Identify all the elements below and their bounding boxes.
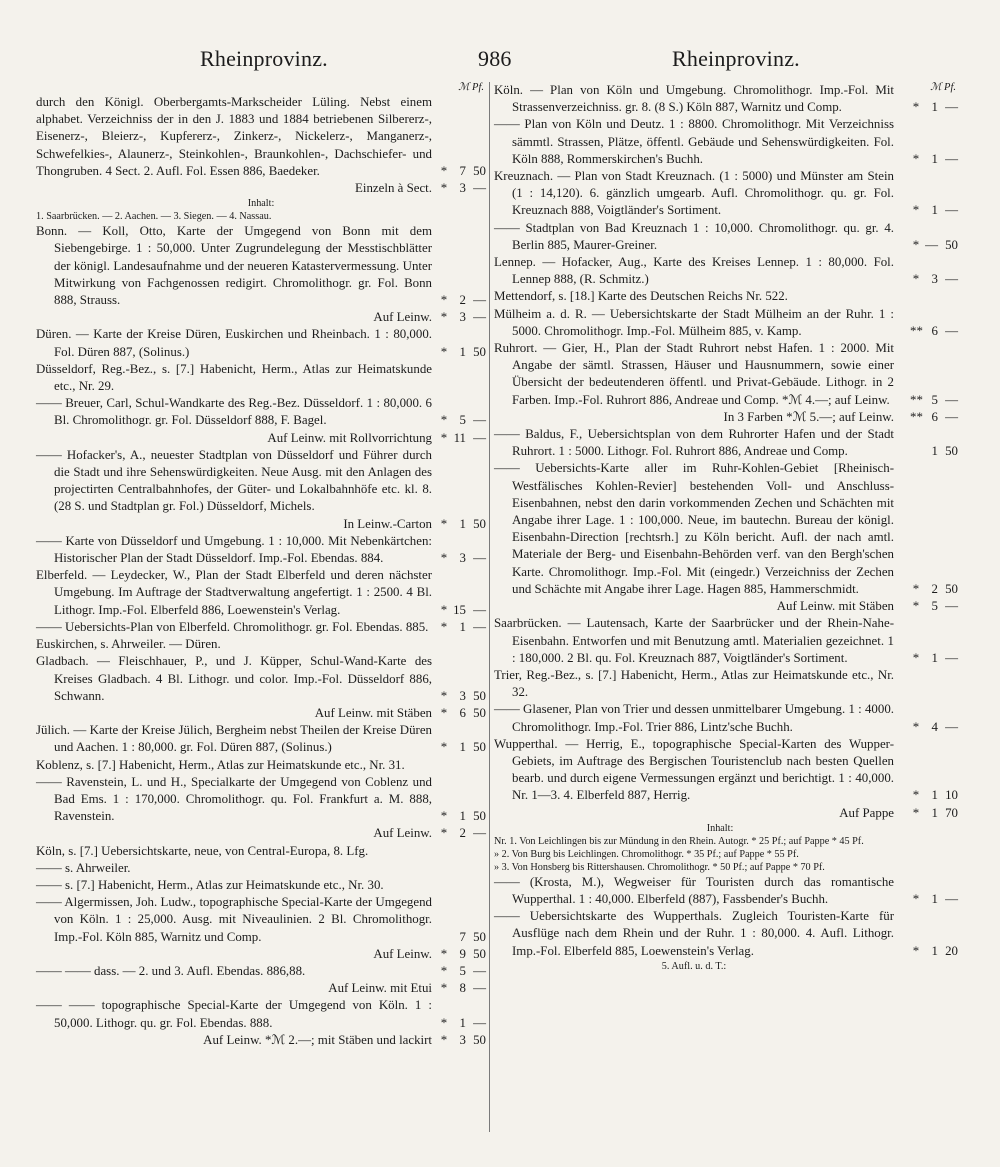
entry-text: Kreuznach. — Plan von Stadt Kreuznach. (1 : 5000) und Münster am Stein (1 : 14,120). 6. gänzlich umgearb. Aufl. Chromolithogr. qu. gr. Fol. Kreuznach 888, Voigtländer's Sortiment. xyxy=(494,169,894,218)
running-head-left: Rheinprovinz. xyxy=(200,46,328,71)
price-pfennig: 50 xyxy=(473,705,486,720)
entry-price xyxy=(894,323,958,340)
catalog-entry xyxy=(36,980,486,997)
catalog-entry xyxy=(494,288,946,305)
price-pfennig: 50 xyxy=(473,1032,486,1047)
entry-text: Auf Leinw. xyxy=(373,310,432,325)
catalog-entry xyxy=(36,309,486,326)
price-star: * xyxy=(440,344,448,359)
catalog-entry xyxy=(36,94,486,180)
price-pfennig: — xyxy=(473,181,486,196)
price-star xyxy=(438,929,450,946)
entry-text: Euskirchen, s. Ahrweiler. — Düren. xyxy=(36,637,221,652)
entry-price xyxy=(432,825,486,842)
entry-text: Trier, Reg.-Bez., s. [7.] Habenicht, Herm., Atlas zur Heimatskunde etc., Nr. 32. xyxy=(494,667,894,700)
price-mark: 1 xyxy=(931,100,938,115)
entry-price xyxy=(432,619,486,636)
price-pfennig: 50 xyxy=(473,929,486,944)
price-star: * xyxy=(912,943,920,958)
price-star: * xyxy=(440,826,448,841)
catalog-entry xyxy=(494,460,958,598)
catalog-entry xyxy=(36,361,486,395)
price-pfennig: — xyxy=(945,891,958,906)
price-mark: 5 xyxy=(931,599,938,614)
entry-text: In 3 Farben *ℳ 5.—; auf Leinw. xyxy=(723,409,894,424)
price-star: * xyxy=(440,516,448,531)
entry-price xyxy=(894,805,958,822)
price-mark: — xyxy=(925,237,938,252)
contents-heading: Inhalt: xyxy=(706,822,734,834)
entry-text: —— Uebersichts-Karte aller im Ruhr-Kohlen-Gebiet [Rheinisch-Westfälisches Kohlen-Revier] bestehenden Voll- und Anschluss-Eisenbahnen, nebst den darin vorkommenden Zechen und Schächten mit Angabe ihrer Lage. 1 : 100,000. Neue, im bautechn. Bureau der königl. Eisenbahn-Direction [rechtsrh.] zu Köln bericht. Aufl. der nach amtl. Materiale der Berg- und Eisenbahn-Behörden verf. van den Bergh'schen Karte. Chromolithogr. Imp.-Fol. Mit (eingedr.) Verzeichniss der Zechen und Schächte mit Angabe ihrer Lage. Hagen 885, Hammerschmidt. xyxy=(494,461,894,596)
entry-text: —— Uebersichts-Plan von Elberfeld. Chromolithogr. gr. Fol. Ebendas. 885. xyxy=(36,619,429,634)
entry-price xyxy=(432,739,486,756)
price-star: * xyxy=(440,946,448,961)
catalog-entry xyxy=(36,997,486,1031)
catalog-entry xyxy=(36,180,486,197)
price-star xyxy=(910,443,922,460)
catalog-entry xyxy=(36,653,486,705)
entry-text: —— Plan von Köln und Deutz. 1 : 8800. Chromolithogr. Mit Verzeichniss sämmtl. Strassen, Plätze, öffentl. Gebäude und Sehenswürdigkeiten. Fol. Köln 888, Rommerskirchen's Buchh. xyxy=(494,117,894,166)
catalog-entry xyxy=(36,516,486,533)
price-pfennig: — xyxy=(473,981,486,996)
catalog-entry xyxy=(36,860,486,877)
catalog-entry xyxy=(36,326,486,360)
catalog-entry xyxy=(494,306,958,340)
price-star: * xyxy=(440,1015,448,1030)
catalog-entry xyxy=(36,825,486,842)
entry-text: —— Ravenstein, L. und H., Specialkarte der Umgegend von Coblenz und Bad Ems. 1 : 170,000. Chromolithogr. qu. Fol. Frankfurt a. M. 888, Ravenstein. xyxy=(36,774,432,824)
entry-price xyxy=(894,202,958,219)
price-star: * xyxy=(440,981,448,996)
entry-text: Auf Leinw. mit Rollvorrichtung xyxy=(267,430,432,445)
entry-price xyxy=(432,430,486,447)
price-mark: 7 xyxy=(459,929,466,944)
price-pfennig: — xyxy=(473,430,486,445)
catalog-entry xyxy=(494,598,958,615)
entry-price xyxy=(894,443,958,460)
price-mark: 3 xyxy=(459,181,466,196)
entry-price xyxy=(432,1032,486,1049)
entry-text: 5. Aufl. u. d. T.: xyxy=(661,960,727,972)
entry-text: Koblenz, s. [7.] Habenicht, Herm., Atlas zur Heimatskunde etc., Nr. 31. xyxy=(36,757,405,772)
entry-price xyxy=(894,581,958,598)
entry-text: Auf Pappe xyxy=(839,805,894,820)
entry-price xyxy=(432,946,486,963)
price-pfennig: — xyxy=(473,826,486,841)
price-mark: 1 xyxy=(931,788,938,803)
price-mark: 6 xyxy=(931,409,938,424)
catalog-entry xyxy=(494,960,946,973)
price-star: * xyxy=(440,688,448,703)
entry-price xyxy=(894,271,958,288)
entry-price xyxy=(432,808,486,825)
entry-text: Köln. — Plan von Köln und Umgebung. Chromolithogr. Imp.-Fol. Mit Strassenverzeichniss. gr. 8. (8 S.) Köln 887, Warnitz und Comp. xyxy=(494,83,894,115)
price-pfennig: — xyxy=(473,1015,486,1030)
price-pfennig: — xyxy=(945,151,958,166)
price-star: * xyxy=(440,413,448,428)
page-number: 986 xyxy=(478,46,512,71)
entry-text: Jülich. — Karte der Kreise Jülich, Bergheim nebst Theilen der Kreise Düren und Aachen. 1 : 80,000. gr. Fol. Düren 887, (Solinus.) xyxy=(36,723,432,755)
price-pfennig: 10 xyxy=(945,788,958,803)
catalog-entry xyxy=(36,567,486,619)
catalog-entry xyxy=(494,116,958,168)
running-head-right: Rheinprovinz. xyxy=(672,46,800,71)
price-pfennig: — xyxy=(473,619,486,634)
entry-price xyxy=(432,309,486,326)
entry-price xyxy=(432,705,486,722)
catalog-entry xyxy=(36,619,486,636)
price-mark: 11 xyxy=(453,430,466,445)
price-mark: 1 xyxy=(459,1015,466,1030)
catalog-entry xyxy=(494,874,958,908)
entry-price xyxy=(432,963,486,980)
catalog-entry xyxy=(36,636,486,653)
catalog-entry xyxy=(36,210,486,223)
price-mark: 3 xyxy=(459,688,466,703)
entry-text: Auf Leinw. mit Stäben xyxy=(314,705,432,720)
entry-text: —— Stadtplan von Bad Kreuznach 1 : 10,000. Chromolithogr. qu. gr. 4. Berlin 885, Maurer-Greiner. xyxy=(494,220,894,252)
entry-text: Einzeln à Sect. xyxy=(355,181,432,196)
price-mark: 1 xyxy=(931,203,938,218)
price-star: * xyxy=(912,650,920,665)
price-mark: 5 xyxy=(931,392,938,407)
price-pfennig: — xyxy=(945,100,958,115)
price-star: * xyxy=(912,788,920,803)
price-mark: 1 xyxy=(459,344,466,359)
price-mark: 15 xyxy=(453,602,466,617)
entry-text: Köln, s. [7.] Uebersichtskarte, neue, von Central-Europa, 8. Lfg. xyxy=(36,843,369,858)
catalog-entry xyxy=(494,736,958,805)
entry-text: Elberfeld. — Leydecker, W., Plan der Stadt Elberfeld und deren nächster Umgebung. Im Auftrage der Stadtverwaltung angefertigt. 1 : 2500. 4 Bl. Lithogr. Imp.-Fol. Elberfeld 886, Loewenstein's Verlag. xyxy=(36,568,432,617)
price-mark: 6 xyxy=(459,705,466,720)
price-star: ** xyxy=(910,323,923,338)
entry-text: —— Hofacker's, A., neuester Stadtplan von Düsseldorf und Führer durch die Stadt und ihre Sehenswürdigkeiten. Neue Ausg. mit den Anlagen des projectirten Centralbahnhofes, der Güter- und Lokalbahnhöfe etc. kl. 8. (28 S. und Stadtplan gr. Fol.) Düsseldorf, Michels. xyxy=(36,447,432,514)
price-star: * xyxy=(440,619,448,634)
entry-text: Auf Leinw. xyxy=(373,826,432,841)
entry-price xyxy=(432,688,486,705)
entry-text: —— s. [7.] Habenicht, Herm., Atlas zur Heimatskunde etc., Nr. 30. xyxy=(36,877,384,892)
catalog-entry xyxy=(36,395,486,429)
price-mark: 1 xyxy=(931,151,938,166)
price-pfennig: — xyxy=(473,310,486,325)
price-star: * xyxy=(440,430,448,445)
price-star: ** xyxy=(910,409,923,424)
entry-price xyxy=(432,292,486,309)
catalog-entry xyxy=(494,805,958,822)
entry-text: In Leinw.-Carton xyxy=(343,516,432,531)
entry-price xyxy=(432,412,486,429)
entry-price xyxy=(432,550,486,567)
price-pfennig: 50 xyxy=(473,688,486,703)
catalog-entry xyxy=(494,908,958,960)
price-unit-header: ℳ Pf. xyxy=(930,82,956,93)
price-star: * xyxy=(440,1032,448,1047)
entry-price xyxy=(432,602,486,619)
price-pfennig: 50 xyxy=(473,740,486,755)
entry-text: Mettendorf, s. [18.] Karte des Deutschen Reichs Nr. 522. xyxy=(494,289,788,304)
catalog-entry xyxy=(36,774,486,826)
price-star: * xyxy=(440,551,448,566)
price-pfennig: — xyxy=(945,323,958,338)
price-star: * xyxy=(440,602,448,617)
catalog-entry xyxy=(494,426,958,460)
price-mark: 3 xyxy=(459,1032,466,1047)
price-mark: 2 xyxy=(931,581,938,596)
price-mark: 9 xyxy=(459,946,466,961)
price-pfennig: — xyxy=(945,599,958,614)
price-mark: 8 xyxy=(459,981,466,996)
entry-price xyxy=(894,237,958,254)
price-pfennig: 50 xyxy=(473,809,486,824)
catalog-entry xyxy=(36,877,486,894)
catalog-entry xyxy=(494,82,958,116)
price-star: * xyxy=(912,805,920,820)
price-star: * xyxy=(440,809,448,824)
catalog-entry xyxy=(494,835,946,848)
price-mark: 1 xyxy=(459,619,466,634)
price-star: * xyxy=(912,203,920,218)
price-pfennig: — xyxy=(945,392,958,407)
entry-text: » 3. Von Honsberg bis Rittershausen. Chromolithogr. * 50 Pf.; auf Pappe * 70 Pf. xyxy=(494,861,825,873)
price-pfennig: 50 xyxy=(473,163,486,178)
catalog-entry xyxy=(36,843,486,860)
price-star: * xyxy=(440,181,448,196)
entry-text: —— Karte von Düsseldorf und Umgebung. 1 : 10,000. Mit Nebenkärtchen: Historischer Plan der Stadt Düsseldorf. Imp.-Fol. Ebendas. 884. xyxy=(36,533,432,566)
entry-price xyxy=(894,598,958,615)
catalog-entry xyxy=(494,409,958,426)
entry-price xyxy=(894,787,958,804)
price-pfennig: — xyxy=(473,963,486,978)
price-pfennig: 50 xyxy=(945,444,958,459)
price-star: * xyxy=(440,310,448,325)
catalog-entry xyxy=(36,447,486,516)
catalog-entry xyxy=(36,963,486,980)
catalog-entry xyxy=(494,861,946,874)
entry-text: —— Glasener, Plan von Trier und dessen unmittelbarer Umgebung. 1 : 4000. Chromolithogr. Imp.-Fol. Trier 886, Lintz'sche Buchh. xyxy=(494,702,894,734)
price-mark: 5 xyxy=(459,963,466,978)
price-mark: 1 xyxy=(931,805,938,820)
price-star: * xyxy=(912,581,920,596)
entry-price xyxy=(432,344,486,361)
price-pfennig: 50 xyxy=(945,237,958,252)
entry-price xyxy=(432,516,486,533)
catalog-entry xyxy=(36,757,486,774)
price-pfennig: 50 xyxy=(473,344,486,359)
price-star: ** xyxy=(910,392,923,407)
entry-text: Düsseldorf, Reg.-Bez., s. [7.] Habenicht, Herm., Atlas zur Heimatskunde etc., Nr. 29. xyxy=(36,361,432,394)
catalog-entry xyxy=(494,848,946,861)
entry-price xyxy=(432,1015,486,1032)
price-pfennig: — xyxy=(945,650,958,665)
price-pfennig: — xyxy=(945,409,958,424)
entry-price xyxy=(894,392,958,409)
contents-heading: Inhalt: xyxy=(247,198,275,210)
catalog-entry xyxy=(494,340,958,409)
price-mark: 1 xyxy=(459,740,466,755)
entry-text: Wupperthal. — Herrig, E., topographische Special-Karten des Wupper-Gebiets, im Auftrage des Bergischen Touristenclub nach besten Quellen bearb. und durch eigene Vermessungen ergänzt und berichtigt. 1 : 40,000. Nr. 1—3. 4. Elberfeld 887, Herrig. xyxy=(494,736,894,803)
catalog-entry xyxy=(494,615,958,667)
price-pfennig: 20 xyxy=(945,943,958,958)
right-column xyxy=(494,82,958,973)
price-pfennig: 70 xyxy=(945,805,958,820)
price-mark: 7 xyxy=(459,163,466,178)
price-star: * xyxy=(912,100,920,115)
entry-text: » 2. Von Burg bis Leichlingen. Chromolithogr. * 35 Pf.; auf Pappe * 55 Pf. xyxy=(494,848,799,860)
entry-price xyxy=(894,943,958,960)
price-pfennig: — xyxy=(945,272,958,287)
entry-price xyxy=(894,650,958,667)
price-star: * xyxy=(440,293,448,308)
price-pfennig: — xyxy=(473,551,486,566)
price-pfennig: 50 xyxy=(945,581,958,596)
entry-text: Auf Leinw. *ℳ 2.—; mit Stäben und lackirt xyxy=(203,1032,432,1047)
entry-text: —— —— dass. — 2. und 3. Aufl. Ebendas. 886,88. xyxy=(36,963,306,978)
entry-text: Lennep. — Hofacker, Aug., Karte des Kreises Lennep. 1 : 80,000. Fol. Lennep 888, (R. Schmitz.) xyxy=(494,255,894,287)
price-mark: 2 xyxy=(459,826,466,841)
entry-text: Auf Leinw. mit Stäben xyxy=(776,599,894,614)
price-mark: 4 xyxy=(931,719,938,734)
catalog-entry xyxy=(36,533,486,567)
entry-text: Auf Leinw. xyxy=(373,946,432,961)
entry-text: Saarbrücken. — Lautensach, Karte der Saarbrücker und der Rhein-Nahe-Eisenbahn. Entworfen und mit Benutzung amtl. Materialien gezeichnet. 1 : 180,000. 2 Bl. qu. Fol. Kreuznach 887, Voigtländer's Sortiment. xyxy=(494,616,894,665)
price-mark: 6 xyxy=(931,323,938,338)
price-star: * xyxy=(440,705,448,720)
catalog-entry xyxy=(36,946,486,963)
entry-price xyxy=(894,409,958,426)
price-star: * xyxy=(912,599,920,614)
entry-text: —— Algermissen, Joh. Ludw., topographische Special-Karte der Umgegend von Köln. 1 : 25,000. Ausg. mit Niveaulinien. 2 Bl. Chromolithogr. Imp.-Fol. Köln 885, Warnitz und Comp. xyxy=(36,895,432,944)
price-mark: 2 xyxy=(459,293,466,308)
entry-price xyxy=(894,891,958,908)
catalog-entry xyxy=(494,667,946,701)
price-star: * xyxy=(912,272,920,287)
catalog-entry xyxy=(36,722,486,756)
entry-price xyxy=(894,719,958,736)
page-header xyxy=(0,46,1000,86)
entry-price xyxy=(894,151,958,168)
entry-text: durch den Königl. Oberbergamts-Markscheider Lüling. Nebst einem alphabet. Verzeichniss der in den J. 1883 und 1884 betriebenen Silbererz-, Eisenerz-, Bleierz-, Kupfererz-, Zinkerz-, Nickelerz-, Manganerz-, Schwefelkies-, Alaunerz-, Steinkohlen-, Braunkohlen-, Dachschiefer- und Thongruben. 4 Sect. 2. Aufl. Fol. Essen 886, Baedeker. xyxy=(36,95,432,178)
catalog-entry xyxy=(494,701,958,735)
price-star: * xyxy=(912,237,920,252)
entry-text: —— Breuer, Carl, Schul-Wandkarte des Reg.-Bez. Düsseldorf. 1 : 80,000. 6 Bl. Chromolithogr. gr. Fol. Düsseldorf 888, F. Bagel. xyxy=(36,396,432,428)
price-mark: 1 xyxy=(931,650,938,665)
price-mark: 1 xyxy=(459,516,466,531)
price-pfennig: — xyxy=(473,413,486,428)
entry-text: Nr. 1. Von Leichlingen bis zur Mündung in den Rhein. Autogr. * 25 Pf.; auf Pappe * 45 Pf. xyxy=(494,835,864,847)
price-mark: 5 xyxy=(459,413,466,428)
entry-text: Mülheim a. d. R. — Uebersichtskarte der Stadt Mülheim an der Ruhr. 1 : 5000. Chromolithogr. Imp.-Fol. Mülheim 885, v. Kamp. xyxy=(494,306,894,338)
entry-text: —— Uebersichtskarte des Wupperthals. Zugleich Touristen-Karte für Ausflüge nach dem Rhein und der Ruhr. 1 : 80,000. 4. Aufl. Lithogr. Imp.-Fol. Elberfeld 885, Loewenstein's Verlag. xyxy=(494,909,894,958)
price-unit-header: ℳ Pf. xyxy=(458,82,484,93)
price-pfennig: — xyxy=(945,719,958,734)
entry-price xyxy=(432,929,486,946)
price-star: * xyxy=(912,151,920,166)
catalog-entry xyxy=(36,894,486,946)
entry-price xyxy=(432,980,486,997)
entry-text: 1. Saarbrücken. — 2. Aachen. — 3. Siegen. — 4. Nassau. xyxy=(36,211,272,223)
catalog-entry xyxy=(494,254,958,288)
entry-text: Gladbach. — Fleischhauer, P., und J. Küpper, Schul-Wand-Karte des Kreises Gladbach. 4 Bl. Lithogr. und color. Imp.-Fol. Düsseldorf 886, Schwann. xyxy=(36,654,432,703)
column-divider xyxy=(489,82,490,1132)
price-mark: 3 xyxy=(931,272,938,287)
price-mark: 1 xyxy=(931,891,938,906)
price-star: * xyxy=(440,963,448,978)
price-star: * xyxy=(440,740,448,755)
entry-price xyxy=(894,99,958,116)
price-star: * xyxy=(912,719,920,734)
price-pfennig: — xyxy=(473,602,486,617)
price-mark: 3 xyxy=(459,310,466,325)
catalog-entry xyxy=(36,705,486,722)
price-pfennig: — xyxy=(945,203,958,218)
price-star: * xyxy=(912,891,920,906)
price-star: * xyxy=(440,163,448,178)
entry-text: Bonn. — Koll, Otto, Karte der Umgegend von Bonn mit dem Siebengebirge. 1 : 50,000. Unter Zugrundelegung der Messtischblätter der königl. Landesaufnahme und der neueren Katastervermessung. Unter Mitwirkung von Fachgenossen redigirt. Chromolithogr. gr. Fol. Bonn 888, Strauss. xyxy=(36,224,432,308)
price-mark: 1 xyxy=(931,444,938,459)
entry-text: Auf Leinw. mit Etui xyxy=(328,981,432,996)
entry-price xyxy=(432,163,486,180)
entry-text: —— s. Ahrweiler. xyxy=(36,860,131,875)
price-pfennig: — xyxy=(473,293,486,308)
price-pfennig: 50 xyxy=(473,946,486,961)
catalog-entry xyxy=(36,430,486,447)
price-mark: 1 xyxy=(931,943,938,958)
catalog-entry xyxy=(36,223,486,309)
price-pfennig: 50 xyxy=(473,516,486,531)
entry-price xyxy=(432,180,486,197)
catalog-entry xyxy=(494,168,958,220)
entry-text: Ruhrort. — Gier, H., Plan der Stadt Ruhrort nebst Hafen. 1 : 2000. Mit Angabe der sämtl. Strassen, Häuser und Hausnummern, sowie einer Übersicht der bedeutenderen öffentl. und Privat-Gebäude. Lithogr. in 2 Farben. Imp.-Fol. Ruhrort 886, Andreae und Comp. *ℳ 4.—; auf Leinw. xyxy=(494,341,894,407)
left-column xyxy=(36,82,486,1049)
price-mark: 3 xyxy=(459,551,466,566)
entry-text: —— —— topographische Special-Karte der Umgegend von Köln. 1 : 50,000. Lithogr. qu. gr. Fol. Ebendas. 888. xyxy=(36,998,432,1030)
entry-text: Düren. — Karte der Kreise Düren, Euskirchen und Rheinbach. 1 : 80,000. Fol. Düren 887, (Solinus.) xyxy=(36,327,432,359)
price-mark: 1 xyxy=(459,809,466,824)
catalog-entry xyxy=(494,220,958,254)
catalog-entry xyxy=(36,1032,486,1049)
entry-text: —— Baldus, F., Uebersichtsplan von dem Ruhrorter Hafen und der Stadt Ruhrort. 1 : 5000. Lithogr. Fol. Ruhrort 886, Andreae und Comp. xyxy=(494,427,894,459)
entry-text: —— (Krosta, M.), Wegweiser für Touristen durch das romantische Wupperthal. 1 : 40,000. Elberfeld (887), Fassbender's Buchh. xyxy=(494,874,894,906)
